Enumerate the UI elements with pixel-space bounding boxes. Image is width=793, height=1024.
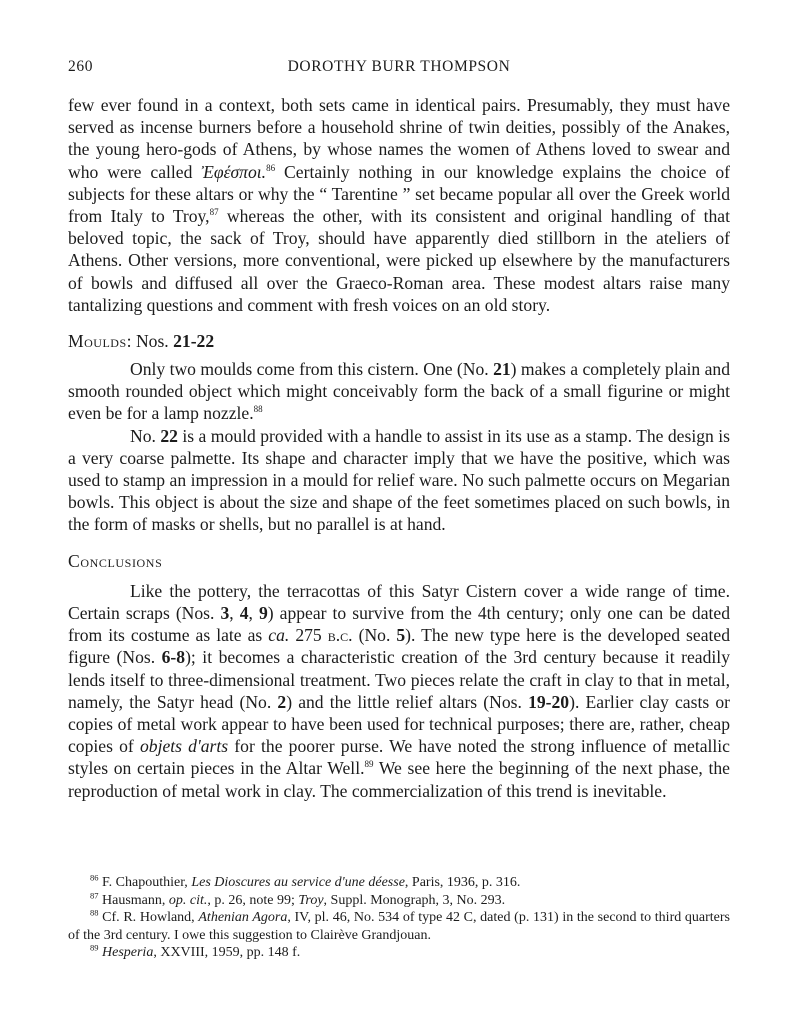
conclusions-text: ). The new type here is the developed seated figure (Nos. [68, 625, 731, 668]
footnote-87 [68, 889, 730, 910]
conclusions-paragraph [68, 580, 730, 802]
footnote-title: Troy [298, 892, 324, 908]
footnote-number: 89 [90, 942, 99, 953]
catalogue-number: 4 [239, 603, 249, 624]
conclusions-heading: Conclusions [68, 550, 163, 571]
footnote-text: Hausmann, [98, 892, 169, 908]
footnote-ref-87: 87 [209, 207, 219, 218]
catalogue-number: 2 [277, 691, 287, 712]
footnote-88 [68, 909, 730, 944]
moulds-heading-label: Moulds [68, 331, 127, 352]
page-header [68, 58, 730, 82]
intro-text-3: whereas the other, with its consistent and original handling of that beloved topic, the sack of Troy, should have apparently died stillborn in the ateliers of Athens. Other versions, more conventional, were picked up elsewhere by the manufacturers of bowls and diffused all over the Graeco-Roman area. These modest altars raise many tantalizing questions and comment with fresh voices on an old story. [68, 206, 731, 315]
footnote-number: 86 [90, 872, 99, 883]
footnote-text: F. Chapouthier, [98, 875, 192, 890]
footnote-ref-88: 88 [253, 404, 263, 415]
conclusions-text: ) appear to survive from the 4th century; only one can be dated from its costume as late as [68, 603, 730, 646]
footnote-text: Cf. R. Howland, [98, 910, 199, 926]
catalogue-number: 19-20 [528, 691, 570, 712]
page-number: 260 [68, 58, 94, 75]
moulds-paragraph-1 [68, 358, 730, 425]
footnote-86 [68, 874, 730, 892]
conclusions-text: ). Earlier clay casts or copies of metal work appear to have been used for technical purposes; there are, rather, cheap copies of [68, 691, 730, 757]
moulds-heading-nums: 21-22 [173, 331, 215, 352]
footnote-number: 87 [90, 889, 99, 900]
moulds-heading [68, 330, 730, 352]
intro-paragraph [68, 94, 730, 316]
conclusions-text: 275 [289, 625, 328, 646]
italic-term: objets d'arts [139, 736, 229, 757]
catalogue-number: 21 [493, 359, 511, 380]
conclusions-text: We see here the beginning of the next phase, the reproduction of metal work in clay. The commercialization of this trend is inevitable. [68, 758, 730, 801]
moulds-text-2a: No. [130, 425, 161, 446]
footnote-title: Athenian Agora [198, 910, 288, 926]
running-head: DOROTHY BURR THOMPSON [287, 58, 511, 75]
catalogue-number: 22 [160, 425, 178, 446]
conclusions-text: ) and the little relief altars (Nos. [286, 691, 529, 712]
greek-word: Ἐφέσποι. [201, 161, 267, 182]
conclusions-text: Like the pottery, the terracottas of this Satyr Cistern cover a wide range of time. Certain scraps (Nos. [68, 580, 730, 624]
footnote-text: , IV, pl. 46, No. 534 of type 42 C, dated (p. 131) in the second to third quarters of the 3rd century. I owe this suggestion to Clairève Grandjouan. [68, 910, 730, 943]
footnote-text: , Suppl. Monograph, 3, No. 293. [323, 892, 506, 908]
footnote-title: Les Dioscures au service d'une déesse [191, 875, 405, 890]
bc-abbrev: b.c. [327, 625, 353, 646]
footnote-89 [68, 944, 730, 962]
footnote-number: 88 [90, 907, 99, 918]
moulds-paragraph-2 [68, 425, 730, 536]
intro-text-1: few ever found in a context, both sets came in identical pairs. Presumably, they must have served as incense burners before a household shrine of twin deities, possibly of the Anakes, the young hero-gods of Athens, by whose names the women of Athens loved to swear and who were called [68, 95, 730, 182]
catalogue-number: 9 [258, 603, 268, 624]
conclusions-text: (No. [352, 625, 397, 646]
intro-text-2: Certainly nothing in our knowledge explains the choice of subjects for these altars or why the “ Tarentine ” set became popular all over the Greek world from Italy to Troy, [68, 161, 730, 227]
conclusions-text: , [229, 603, 240, 624]
footnote-ref-86: 86 [266, 162, 276, 173]
circa-abbrev: ca. [268, 625, 290, 646]
footnotes [68, 874, 730, 962]
moulds-heading-sep: : Nos. [126, 331, 174, 352]
footnote-title: op. cit. [168, 892, 208, 908]
conclusions-text: , [248, 603, 259, 624]
catalogue-number: 6-8 [161, 647, 186, 668]
catalogue-number: 3 [220, 603, 230, 624]
conclusions-text: for the poorer purse. We have noted the strong influence of metallic styles on certain pieces in the Altar Well. [68, 736, 730, 779]
main-text [68, 94, 730, 802]
catalogue-number: 5 [396, 625, 406, 646]
moulds-text-1a: Only two moulds come from this cistern. One (No. [130, 359, 494, 380]
moulds-text-1b: ) makes a completely plain and smooth rounded object which might conceivably form the back of a small figurine or might even be for a lamp nozzle. [68, 359, 731, 424]
footnote-text: , p. 26, note 99; [207, 892, 299, 908]
footnote-ref-89: 89 [364, 759, 374, 770]
moulds-text-2b: is a mould provided with a handle to assist in its use as a stamp. The design is a very coarse palmette. Its shape and character imply that we have the positive, which was used to stamp an impression in a mould for relief ware. No such palmette occurs on Megarian bowls. This object is about the size and shape of the feet sometimes placed on such bowls, in the form of masks or shells, but no parallel is at hand. [68, 425, 730, 535]
footnote-text: , XXVIII, 1959, pp. 148 f. [153, 945, 301, 961]
conclusions-text: ); it becomes a characteristic creation of the 3rd century because it readily lends itself to three-dimensional treatment. Two pieces relate the craft in clay to that in metal, namely, the Satyr head (No. [68, 647, 730, 712]
footnote-text: , Paris, 1936, p. 316. [404, 875, 521, 890]
footnote-title: Hesperia [102, 945, 154, 961]
